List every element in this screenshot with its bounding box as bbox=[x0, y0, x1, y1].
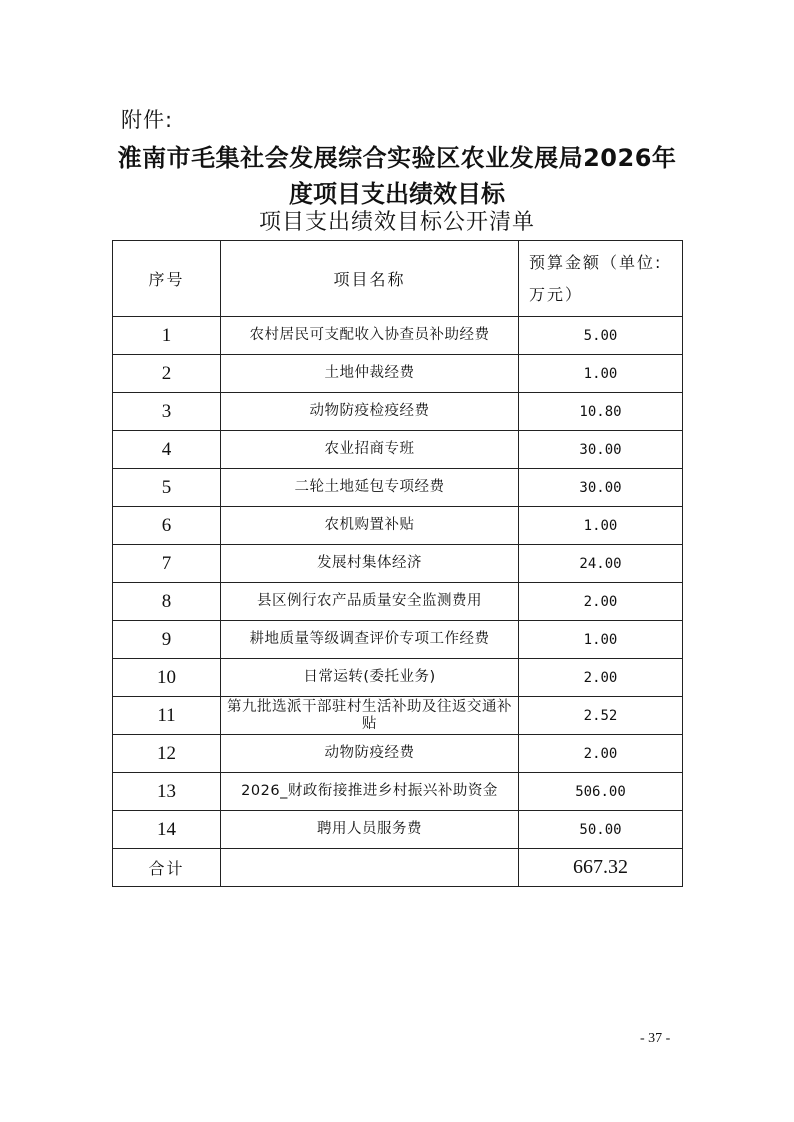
header-project-name: 项目名称 bbox=[221, 241, 519, 317]
document-title bbox=[112, 140, 682, 212]
row-project-name: 土地仲裁经费 bbox=[221, 355, 519, 393]
row-amount: 506.00 bbox=[519, 773, 683, 811]
row-project-name: 农村居民可支配收入协查员补助经费 bbox=[221, 317, 519, 355]
row-index: 4 bbox=[113, 431, 221, 469]
attachment-label: 附件: bbox=[121, 108, 174, 132]
row-amount: 50.00 bbox=[519, 811, 683, 849]
row-index: 3 bbox=[113, 393, 221, 431]
row-project-name: 农机购置补贴 bbox=[221, 507, 519, 545]
table-row bbox=[113, 507, 683, 545]
document-title-line2: 度项目支出绩效目标 bbox=[289, 180, 505, 208]
table-row bbox=[113, 697, 683, 735]
row-index: 13 bbox=[113, 773, 221, 811]
total-name-cell bbox=[221, 849, 519, 887]
table-row bbox=[113, 735, 683, 773]
row-amount: 1.00 bbox=[519, 355, 683, 393]
row-project-name: 动物防疫检疫经费 bbox=[221, 393, 519, 431]
table-header-row bbox=[113, 241, 683, 317]
header-amount-line2: 万元） bbox=[529, 284, 584, 304]
row-amount: 30.00 bbox=[519, 469, 683, 507]
header-index: 序号 bbox=[113, 241, 221, 317]
row-project-name: 动物防疫经费 bbox=[221, 735, 519, 773]
row-index: 8 bbox=[113, 583, 221, 621]
table-row bbox=[113, 393, 683, 431]
row-project-name: 农业招商专班 bbox=[221, 431, 519, 469]
row-index: 14 bbox=[113, 811, 221, 849]
table-row bbox=[113, 773, 683, 811]
row-amount: 1.00 bbox=[519, 621, 683, 659]
document-subtitle: 项目支出绩效目标公开清单 bbox=[258, 210, 535, 235]
document-title-line1: 淮南市毛集社会发展综合实验区农业发展局2026年 bbox=[117, 144, 677, 172]
row-amount: 2.00 bbox=[519, 735, 683, 773]
table-row bbox=[113, 469, 683, 507]
row-project-name: 第九批选派干部驻村生活补助及往返交通补贴 bbox=[221, 697, 519, 735]
row-amount: 30.00 bbox=[519, 431, 683, 469]
table-row bbox=[113, 583, 683, 621]
project-table bbox=[112, 240, 683, 887]
table-row bbox=[113, 621, 683, 659]
row-amount: 2.00 bbox=[519, 583, 683, 621]
row-index: 2 bbox=[113, 355, 221, 393]
row-project-name: 日常运转(委托业务) bbox=[221, 659, 519, 697]
total-label: 合计 bbox=[113, 849, 221, 887]
row-project-name: 聘用人员服务费 bbox=[221, 811, 519, 849]
table-row bbox=[113, 659, 683, 697]
table-row bbox=[113, 545, 683, 583]
row-amount: 1.00 bbox=[519, 507, 683, 545]
row-amount: 10.80 bbox=[519, 393, 683, 431]
row-amount: 24.00 bbox=[519, 545, 683, 583]
table-row bbox=[113, 431, 683, 469]
header-amount bbox=[519, 241, 683, 317]
row-index: 9 bbox=[113, 621, 221, 659]
header-amount-line1: 预算金额（单位: bbox=[529, 252, 663, 272]
row-project-name: 发展村集体经济 bbox=[221, 545, 519, 583]
table-row bbox=[113, 811, 683, 849]
table-row bbox=[113, 355, 683, 393]
row-amount: 5.00 bbox=[519, 317, 683, 355]
row-index: 10 bbox=[113, 659, 221, 697]
row-index: 5 bbox=[113, 469, 221, 507]
row-index: 11 bbox=[113, 697, 221, 735]
row-amount: 2.00 bbox=[519, 659, 683, 697]
row-project-name: 耕地质量等级调查评价专项工作经费 bbox=[221, 621, 519, 659]
total-amount: 667.32 bbox=[519, 849, 683, 887]
page-number: - 37 - bbox=[640, 1031, 671, 1046]
row-project-name: 2026_财政衔接推进乡村振兴补助资金 bbox=[221, 773, 519, 811]
row-amount: 2.52 bbox=[519, 697, 683, 735]
total-row bbox=[113, 849, 683, 887]
table-body bbox=[113, 317, 683, 849]
row-project-name: 县区例行农产品质量安全监测费用 bbox=[221, 583, 519, 621]
table-row bbox=[113, 317, 683, 355]
row-index: 1 bbox=[113, 317, 221, 355]
row-project-name: 二轮土地延包专项经费 bbox=[221, 469, 519, 507]
row-index: 7 bbox=[113, 545, 221, 583]
row-index: 6 bbox=[113, 507, 221, 545]
row-index: 12 bbox=[113, 735, 221, 773]
